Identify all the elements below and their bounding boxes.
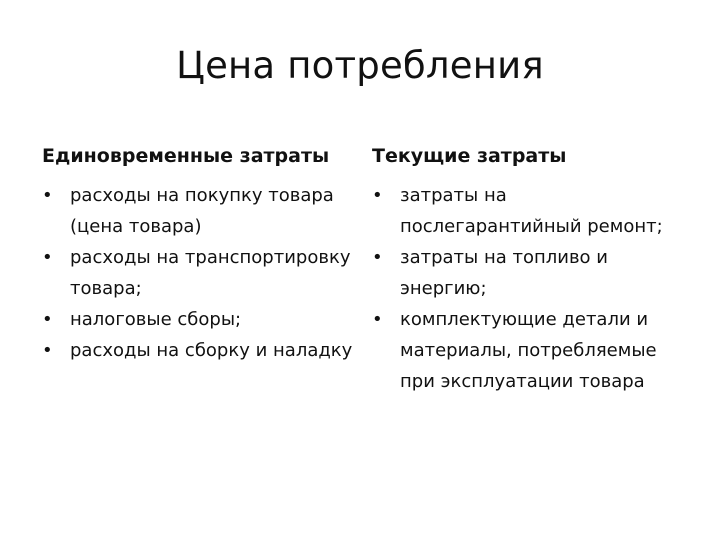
list-item [42,242,368,304]
one-time-costs-heading: Единовременные затраты [42,145,330,167]
list-item [372,304,692,397]
list-item-text: расходы на покупку товара (цена товара) [70,185,334,237]
current-costs-heading: Текущие затраты [372,145,567,167]
list-item-text: комплектующие детали и материалы, потребляемые при эксплуатации товара [400,309,657,392]
bullet-icon: • [372,185,383,206]
slide-title: Цена потребления [176,44,544,87]
bullet-icon: • [372,247,383,268]
list-item [372,180,692,242]
bullet-icon: • [42,185,53,206]
bullet-icon: • [42,247,53,268]
bullet-icon: • [42,340,53,361]
list-item [42,180,368,242]
current-costs-column [372,140,692,397]
bullet-icon: • [372,309,383,330]
current-costs-list [372,180,692,397]
list-item [42,335,368,366]
bullet-icon: • [42,309,53,330]
one-time-costs-list [42,180,368,366]
list-item-text: затраты на послегарантийный ремонт; [400,185,663,237]
list-item [372,242,692,304]
one-time-costs-column [42,140,368,366]
list-item-text: расходы на транспортировку товара; [70,247,351,299]
list-item [42,304,368,335]
list-item-text: налоговые сборы; [70,309,242,330]
list-item-text: затраты на топливо и энергию; [400,247,608,299]
list-item-text: расходы на сборку и наладку [70,340,353,361]
